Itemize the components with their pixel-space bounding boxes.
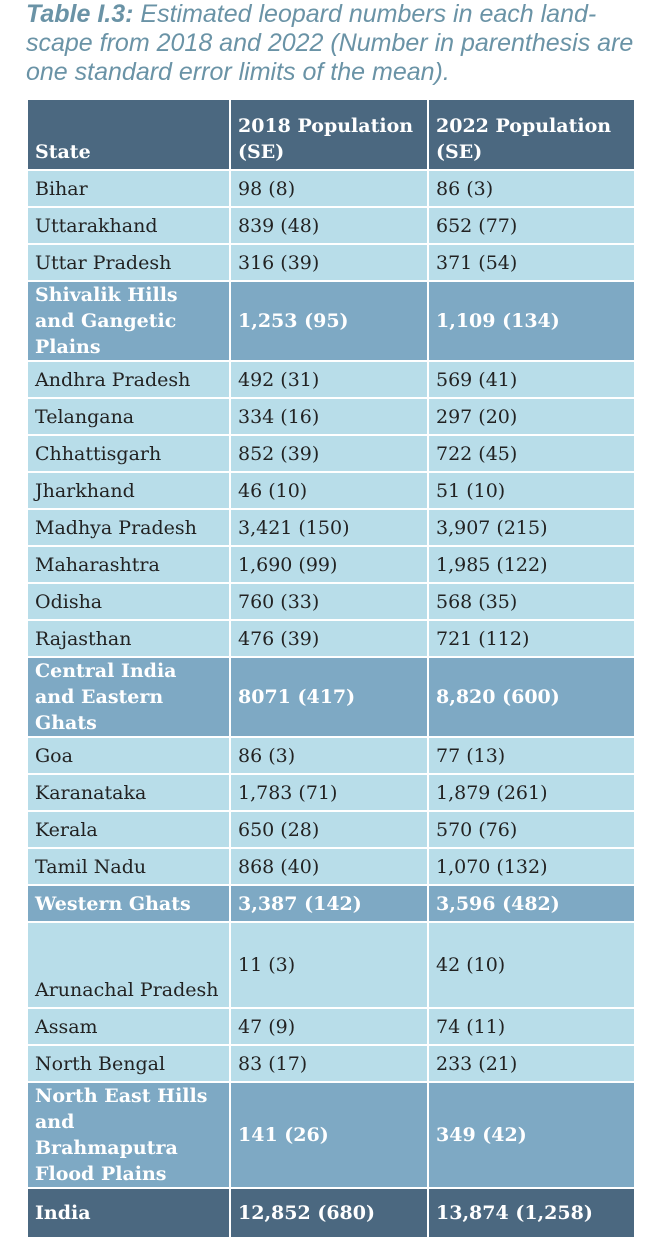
population-2018: 334 (16): [231, 399, 429, 436]
header-2018-population: 2018 Population (SE): [231, 100, 429, 171]
population-2022: 233 (21): [429, 1046, 634, 1083]
state-name: Chhattisgarh: [28, 436, 231, 473]
state-name: Telangana: [28, 399, 231, 436]
population-2022: 74 (11): [429, 1009, 634, 1046]
caption-text: Estimated leopard numbers in each land-scape from 2018 and 2022 (Number in parenthesis are one standard error limits of the mean).: [26, 0, 634, 86]
population-2018: 12,852 (680): [231, 1189, 429, 1237]
table-header: [28, 100, 634, 171]
population-2022: 1,070 (132): [429, 849, 634, 886]
table-row: [28, 245, 634, 282]
population-2018: 83 (17): [231, 1046, 429, 1083]
table-row: [28, 510, 634, 547]
population-2022: 3,596 (482): [429, 886, 634, 923]
state-name: Maharashtra: [28, 547, 231, 584]
table-row: [28, 399, 634, 436]
population-2022: 1,109 (134): [429, 282, 634, 362]
population-2022: 570 (76): [429, 812, 634, 849]
table-row: [28, 621, 634, 658]
population-2022: 77 (13): [429, 738, 634, 775]
table-row: [28, 923, 634, 1009]
state-name: Assam: [28, 1009, 231, 1046]
population-2022: 8,820 (600): [429, 658, 634, 738]
population-2018: 47 (9): [231, 1009, 429, 1046]
population-2018: 492 (31): [231, 362, 429, 399]
population-2022: 297 (20): [429, 399, 634, 436]
population-2018: 141 (26): [231, 1083, 429, 1189]
state-name: Uttarakhand: [28, 208, 231, 245]
population-2018: 476 (39): [231, 621, 429, 658]
region-name: North East Hills and Brahmaputra Flood Plains: [28, 1083, 231, 1189]
state-name: Jharkhand: [28, 473, 231, 510]
population-2022: 371 (54): [429, 245, 634, 282]
table-row: [28, 473, 634, 510]
region-subtotal-row: [28, 282, 634, 362]
leopard-population-table: [28, 100, 634, 1237]
population-2018: 3,421 (150): [231, 510, 429, 547]
state-name: Bihar: [28, 171, 231, 208]
population-2018: 839 (48): [231, 208, 429, 245]
caption-label: Table I.3:: [26, 0, 134, 28]
state-name: North Bengal: [28, 1046, 231, 1083]
population-2022: 3,907 (215): [429, 510, 634, 547]
header-row: [28, 100, 634, 171]
table-row: [28, 1009, 634, 1046]
population-2018: 316 (39): [231, 245, 429, 282]
region-subtotal-row: [28, 886, 634, 923]
population-2022: 42 (10): [429, 923, 634, 1009]
population-2022: 13,874 (1,258): [429, 1189, 634, 1237]
population-2022: 721 (112): [429, 621, 634, 658]
population-2018: 8071 (417): [231, 658, 429, 738]
population-2022: 652 (77): [429, 208, 634, 245]
population-2022: 568 (35): [429, 584, 634, 621]
table-row: [28, 436, 634, 473]
region-subtotal-row: [28, 658, 634, 738]
table-row: [28, 775, 634, 812]
total-row: [28, 1189, 634, 1237]
population-2022: 1,985 (122): [429, 547, 634, 584]
table-row: [28, 362, 634, 399]
table-row: [28, 171, 634, 208]
population-2018: 3,387 (142): [231, 886, 429, 923]
table-row: [28, 208, 634, 245]
state-name: Goa: [28, 738, 231, 775]
table-row: [28, 812, 634, 849]
population-2022: 1,879 (261): [429, 775, 634, 812]
population-2018: 1,690 (99): [231, 547, 429, 584]
population-2022: 722 (45): [429, 436, 634, 473]
state-name: Uttar Pradesh: [28, 245, 231, 282]
population-2018: 11 (3): [231, 923, 429, 1009]
region-name: Western Ghats: [28, 886, 231, 923]
population-2018: 98 (8): [231, 171, 429, 208]
state-name: Arunachal Pradesh: [28, 923, 231, 1009]
population-2018: 46 (10): [231, 473, 429, 510]
population-2018: 1,783 (71): [231, 775, 429, 812]
population-2018: 760 (33): [231, 584, 429, 621]
region-subtotal-row: [28, 1083, 634, 1189]
population-2018: 1,253 (95): [231, 282, 429, 362]
table-row: [28, 738, 634, 775]
state-name: Andhra Pradesh: [28, 362, 231, 399]
population-2018: 868 (40): [231, 849, 429, 886]
table-row: [28, 584, 634, 621]
population-2018: 650 (28): [231, 812, 429, 849]
region-name: Central India and Eastern Ghats: [28, 658, 231, 738]
state-name: Tamil Nadu: [28, 849, 231, 886]
table-caption: [26, 0, 641, 87]
population-2022: 86 (3): [429, 171, 634, 208]
population-2022: 51 (10): [429, 473, 634, 510]
state-name: Kerala: [28, 812, 231, 849]
population-2022: 569 (41): [429, 362, 634, 399]
state-name: Madhya Pradesh: [28, 510, 231, 547]
header-2022-population: 2022 Population (SE): [429, 100, 634, 171]
table-row: [28, 1046, 634, 1083]
population-2018: 852 (39): [231, 436, 429, 473]
state-name: Rajasthan: [28, 621, 231, 658]
total-label: India: [28, 1189, 231, 1237]
table-row: [28, 849, 634, 886]
region-name: Shivalik Hills and Gangetic Plains: [28, 282, 231, 362]
population-2022: 349 (42): [429, 1083, 634, 1189]
state-name: Karanataka: [28, 775, 231, 812]
population-2018: 86 (3): [231, 738, 429, 775]
state-name: Odisha: [28, 584, 231, 621]
table-row: [28, 547, 634, 584]
header-state: State: [28, 100, 231, 171]
